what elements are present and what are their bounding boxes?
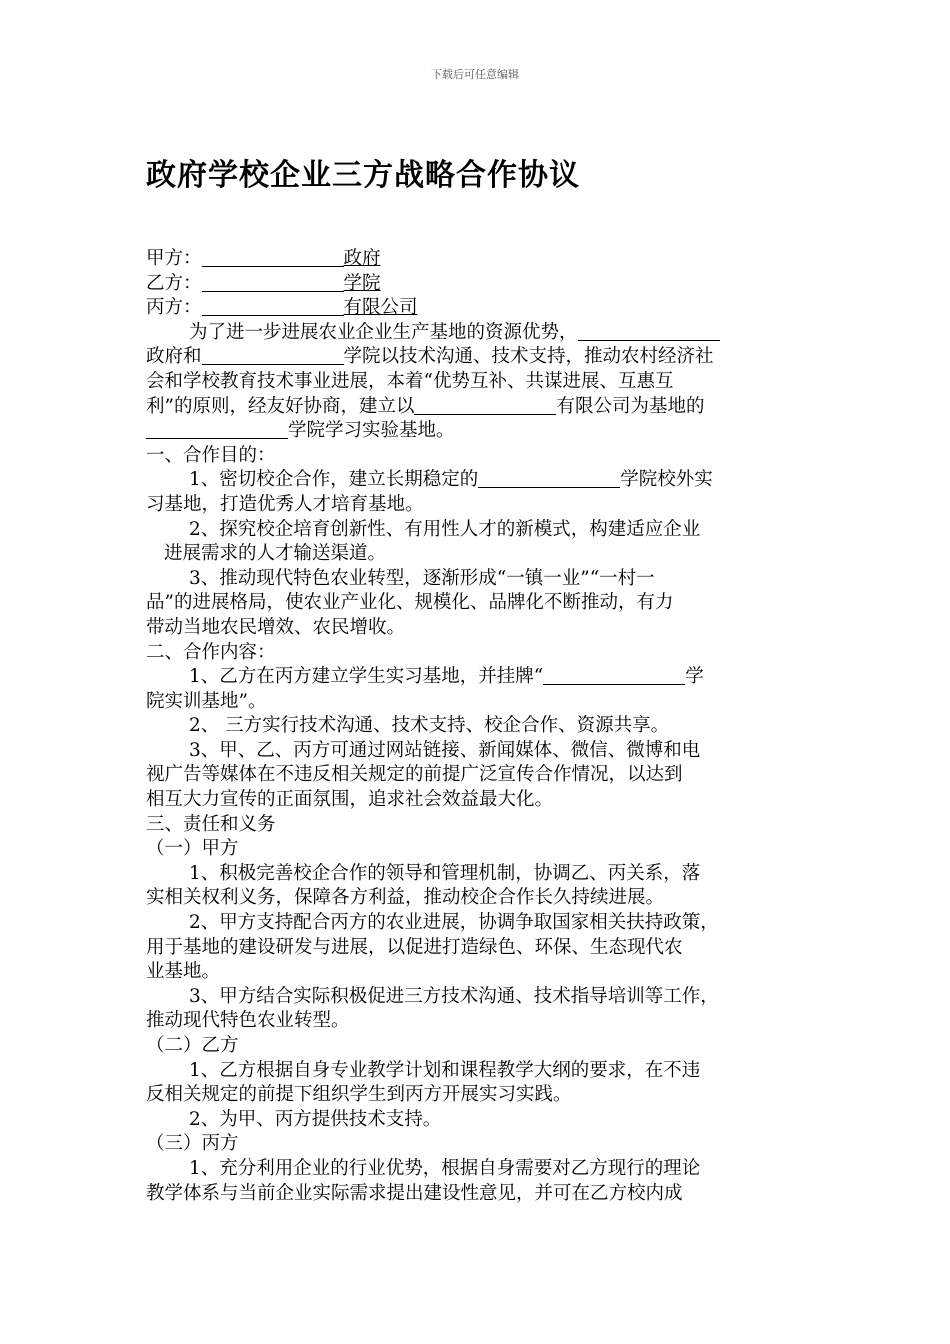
section-heading: 三、责任和义务	[146, 813, 276, 835]
paragraph-line: 2、探究校企培育创新性、有用性人才的新模式，构建适应企业	[189, 518, 701, 540]
blank-line	[146, 420, 288, 439]
party-name: 学院	[343, 272, 381, 294]
party-name: 政府	[343, 248, 381, 269]
paragraph-line: 习基地，打造优秀人才培育基地。	[146, 493, 424, 515]
document-title: 政府学校企业三方战略合作协议	[146, 158, 580, 193]
blank-line	[202, 297, 344, 316]
text: 学院以技术沟通、技术支持，推动农村经济社	[343, 346, 714, 368]
paragraph-line: 2、 三方实行技术沟通、技术支持、校企合作、资源共享。	[189, 715, 670, 737]
blank-line	[543, 666, 685, 685]
paragraph-line: 实相关权利义务，保障各方利益，推动校企合作长久持续进展。	[146, 887, 665, 909]
party-label: 乙方：	[146, 272, 202, 294]
paragraph-line: 视广告等媒体在不违反相关规定的前提广泛宣传合作情况，以达到	[146, 764, 683, 786]
text: 1、乙方在丙方建立学生实习基地，并挂牌“	[189, 666, 544, 688]
paragraph-line: 用于基地的建设研发与进展，以促进打造绿色、环保、生态现代农	[146, 936, 683, 958]
party-label: 丙方：	[146, 297, 202, 319]
subsection-heading: （二）乙方	[146, 1035, 239, 1056]
blank-line	[578, 322, 720, 341]
blank-line	[414, 396, 556, 415]
document-body	[146, 247, 810, 1206]
paragraph-line: 3、推动现代特色农业转型，逐渐形成“一镇一业”“一村一	[189, 567, 655, 589]
blank-line	[478, 469, 620, 488]
paragraph-line: 2、为甲、丙方提供技术支持。	[189, 1108, 442, 1130]
party-row	[146, 247, 810, 272]
paragraph-line: 相互大力宣传的正面氛围，追求社会效益最大化。	[146, 789, 554, 811]
subsection-heading: （三）丙方	[146, 1133, 239, 1155]
paragraph-line: 教学体系与当前企业实际需求提出建设性意见，并可在乙方校内成	[146, 1182, 683, 1204]
section-heading: 二、合作内容：	[146, 641, 276, 663]
paragraph-line: 业基地。	[146, 961, 221, 983]
text: 政府和	[146, 346, 202, 368]
section-heading: 一、合作目的：	[146, 444, 276, 466]
paragraph-line	[146, 321, 810, 346]
subsection-heading: （一）甲方	[146, 838, 239, 860]
paragraph-line: 进展需求的人才输送渠道。	[164, 543, 387, 565]
blank-line	[202, 346, 344, 365]
paragraph-line: 反相关规定的前提下组织学生到丙方开展实习实践。	[146, 1084, 572, 1106]
paragraph-line	[146, 468, 810, 493]
text: 学	[685, 666, 704, 688]
page-header-note: 下载后可任意编辑	[431, 68, 519, 81]
paragraph-line: 1、充分利用企业的行业优势，根据自身需要对乙方现行的理论	[189, 1157, 701, 1179]
text: 1、密切校企合作，建立长期稳定的	[189, 469, 479, 491]
paragraph-line	[146, 345, 810, 370]
text: 学院校外实	[620, 469, 713, 491]
blank-line	[202, 248, 344, 267]
blank-line	[202, 273, 344, 292]
paragraph-line: 1、乙方根据自身专业教学计划和课程教学大纲的要求，在不违	[189, 1059, 701, 1081]
paragraph-line: 3、甲、乙、丙方可通过网站链接、新闻媒体、微信、微博和电	[189, 739, 701, 761]
paragraph-line	[146, 665, 810, 690]
text: 有限公司为基地的	[556, 395, 705, 417]
paragraph-line: 会和学校教育技术事业进展，本着“优势互补、共谋进展、互惠互	[146, 370, 674, 392]
text: 学院学习实验基地。	[288, 420, 455, 442]
paragraph-line: 带动当地农民增效、农民增收。	[146, 616, 406, 638]
party-label: 甲方：	[146, 248, 202, 269]
party-name: 有限公司	[343, 297, 418, 319]
text: 为了进一步进展农业企业生产基地的资源优势，	[189, 321, 578, 343]
party-row	[146, 296, 810, 321]
paragraph-line: 3、甲方结合实际积极促进三方技术沟通、技术指导培训等工作，	[189, 985, 719, 1007]
paragraph-line: 1、积极完善校企合作的领导和管理机制，协调乙、丙关系，落	[189, 862, 701, 884]
paragraph-line: 院实训基地”。	[146, 690, 267, 712]
text: 利”的原则，经友好协商，建立以	[146, 395, 415, 417]
paragraph-line: 2、甲方支持配合丙方的农业进展，协调争取国家相关扶持政策，	[189, 912, 719, 934]
paragraph-line: 推动现代特色农业转型。	[146, 1010, 350, 1032]
party-row	[146, 272, 810, 297]
paragraph-line: 品”的进展格局，使农业产业化、规模化、品牌化不断推动，有力	[146, 592, 674, 614]
paragraph-line	[146, 395, 810, 420]
paragraph-line	[146, 419, 810, 444]
